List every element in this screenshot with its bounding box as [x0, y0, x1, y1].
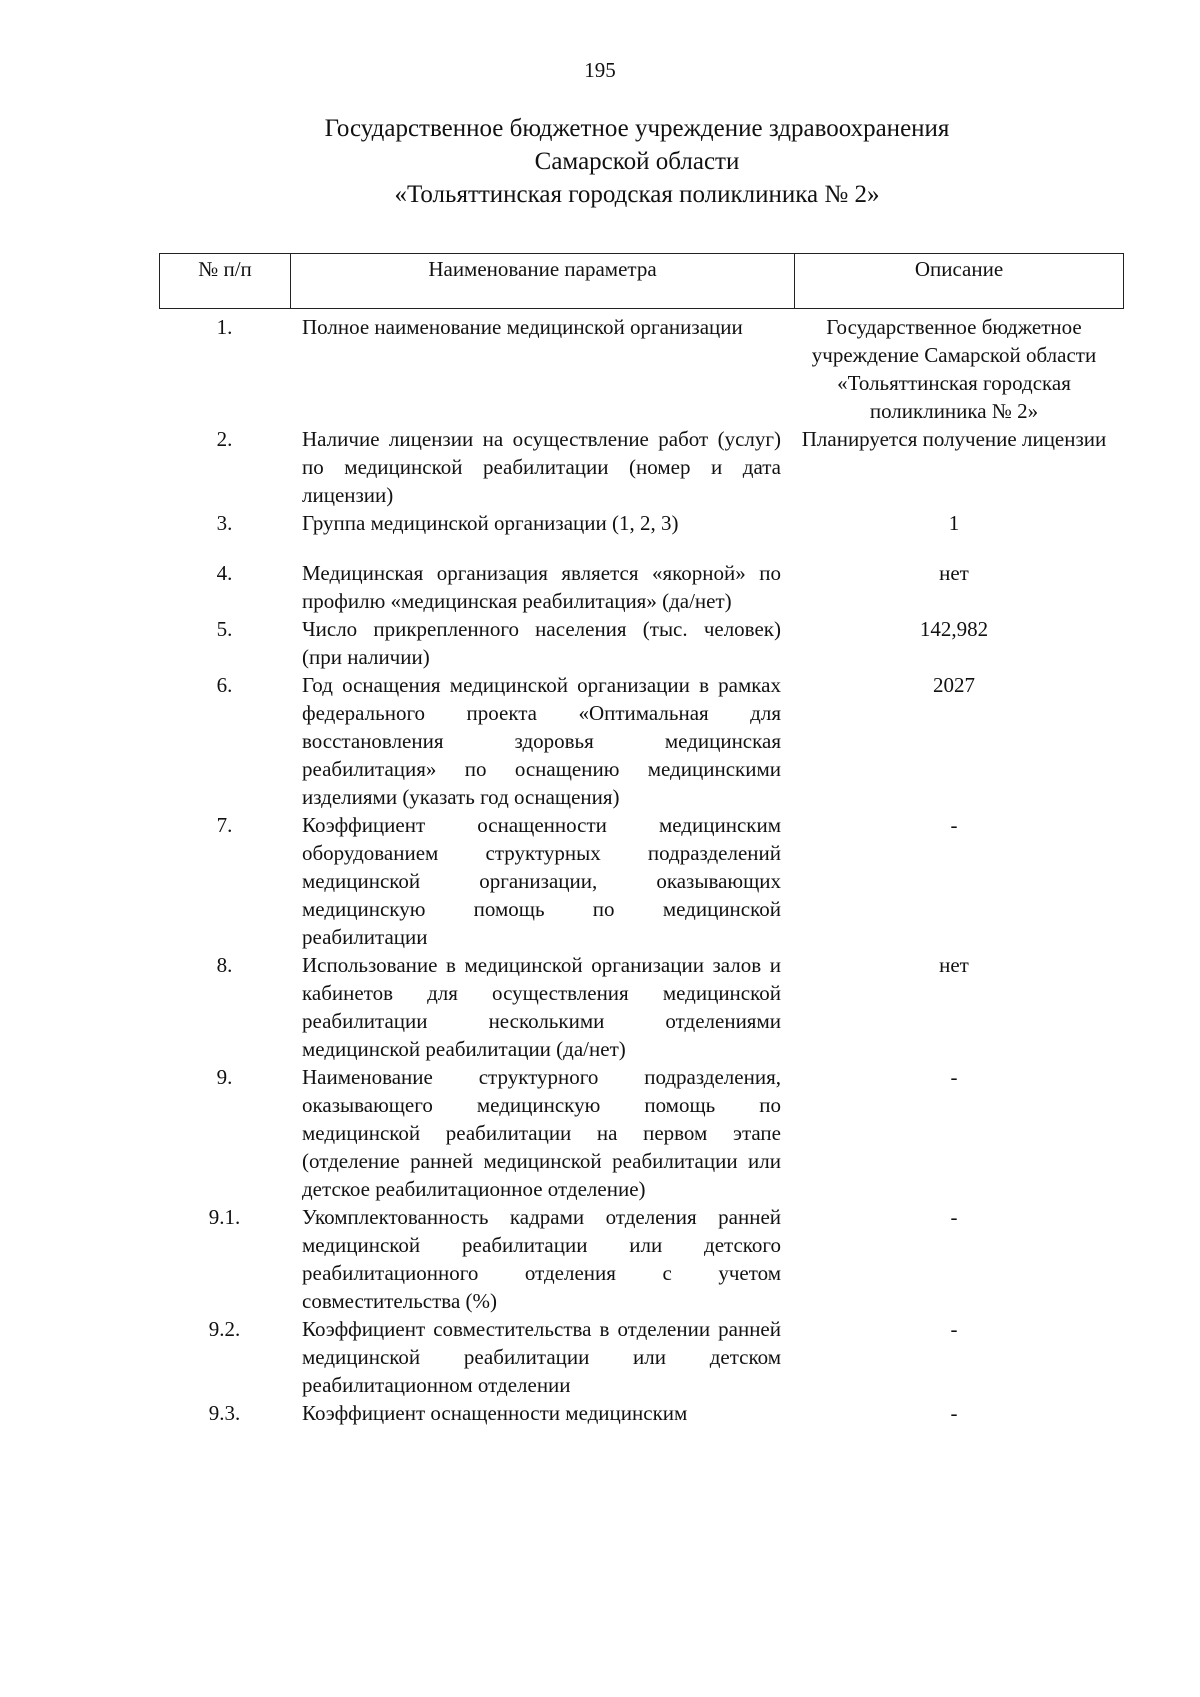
table-row [159, 1203, 1124, 1315]
row-param: Использование в медицинской организации залов и кабинетов для осуществления медицинской реабилитации несколькими отделениями медицинской реабилитации (да/нет) [302, 953, 781, 1061]
header-param: Наименование параметра [291, 254, 795, 308]
table-row [159, 951, 1124, 1063]
row-param: Число прикрепленного населения (тыс. человек) (при наличии) [302, 617, 781, 669]
header-num: № п/п [160, 254, 291, 308]
row-num: 5. [216, 617, 233, 641]
parameters-table [159, 253, 1124, 1427]
row-desc: Планируется получение лицензии [801, 427, 1107, 451]
row-num: 4. [216, 561, 233, 585]
table-row [159, 615, 1124, 671]
row-num: 9.1. [208, 1205, 241, 1229]
page-number: 195 [584, 58, 616, 82]
row-param: Наименование структурного подразделения, оказывающего медицинскую помощь по медицинской реабилитации на первом этапе (отделение ранней медицинской реабилитации или детское реабилитационное отделение) [302, 1065, 781, 1201]
title-line-1: Государственное бюджетное учреждение здравоохранения [324, 115, 950, 142]
row-num: 7. [216, 813, 233, 837]
row-desc: - [950, 1205, 958, 1229]
row-desc: 142,982 [919, 617, 989, 641]
row-param: Коэффициент оснащенности медицинским оборудованием структурных подразделений медицинской организации, оказывающих медицинскую помощь по медицинской реабилитации [302, 813, 781, 949]
title-line-3: «Тольяттинская городская поликлиника № 2» [394, 181, 880, 208]
row-desc: 1 [948, 511, 960, 535]
row-desc: нет [939, 561, 969, 585]
table-row [159, 1063, 1124, 1203]
row-desc: - [950, 1317, 958, 1341]
table-row [159, 509, 1124, 537]
row-desc: нет [939, 953, 969, 977]
row-param: Год оснащения медицинской организации в рамках федерального проекта «Оптимальная для восстановления здоровья медицинская реабилитация» по оснащению медицинскими изделиями (указать год оснащения) [302, 673, 781, 809]
table-row [159, 425, 1124, 509]
row-desc: Государственное бюджетное учреждение Самарской области «Тольяттинская городская поликлиника № 2» [811, 315, 1097, 423]
row-param: Укомплектованность кадрами отделения ранней медицинской реабилитации или детского реабилитационного отделения с учетом совместительства (%) [302, 1205, 781, 1313]
row-desc: - [950, 1401, 958, 1425]
row-num: 1. [216, 315, 233, 339]
row-num: 9.3. [208, 1401, 241, 1425]
header-desc: Описание [914, 257, 1004, 281]
table-row [159, 559, 1124, 615]
table-row [159, 1315, 1124, 1399]
row-param: Коэффициент оснащенности медицинским [302, 1401, 688, 1425]
row-param: Медицинская организация является «якорной» по профилю «медицинская реабилитация» (да/нет) [302, 561, 781, 613]
row-num: 8. [216, 953, 233, 977]
row-desc: - [950, 813, 958, 837]
row-num: 6. [216, 673, 233, 697]
row-num: 3. [216, 511, 233, 535]
row-num: 2. [216, 427, 233, 451]
table-header [159, 253, 1124, 309]
table-row [159, 811, 1124, 951]
table-row [159, 671, 1124, 811]
row-param: Наличие лицензии на осуществление работ (услуг) по медицинской реабилитации (номер и дата лицензии) [302, 427, 781, 507]
row-desc: 2027 [933, 673, 975, 697]
row-desc: - [950, 1065, 958, 1089]
table-row [159, 1399, 1124, 1427]
document-title [150, 112, 1124, 211]
row-num: 9. [216, 1065, 233, 1089]
row-param: Группа медицинской организации (1, 2, 3) [302, 511, 679, 535]
row-param: Коэффициент совместительства в отделении ранней медицинской реабилитации или детском реабилитационном отделении [302, 1317, 781, 1397]
table-row [159, 313, 1124, 425]
title-line-2: Самарской области [534, 148, 740, 175]
row-num: 9.2. [208, 1317, 241, 1341]
row-param: Полное наименование медицинской организации [302, 315, 743, 339]
